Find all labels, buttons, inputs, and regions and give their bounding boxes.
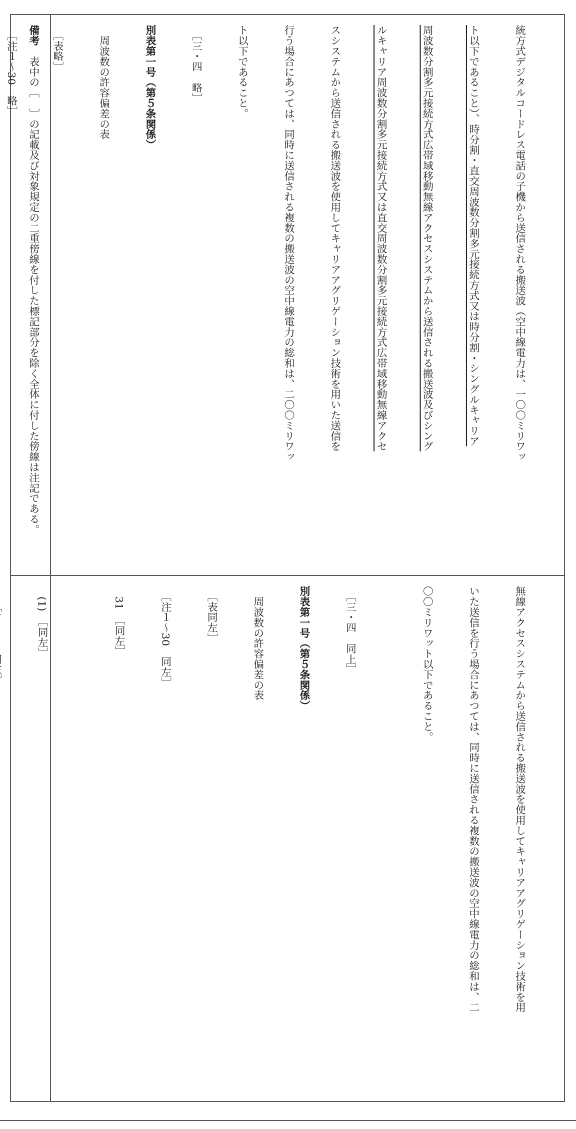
new-line: 周波数の許容偏差の表 (251, 586, 264, 701)
old-text-body (0, 15, 565, 575)
old-line: 行う場合にあつては、同時に送信される複数の搬送波の空中線電力の総和は、二〇〇ミリワッ (282, 25, 295, 462)
new-line: ［三・四 同上］ (343, 586, 356, 675)
old-line: ［三・四 略］ (189, 25, 202, 103)
old-line: スシステムから送信される搬送波を使用してキャリアアグリゲーション技術を用いた送信を (328, 25, 341, 452)
new-line: (1) ［同左］ (35, 586, 48, 658)
new-line: ［表同左］ (205, 586, 218, 644)
old-line: ［注１～30 略］ (4, 25, 17, 117)
old-line: ト以下であること。 (235, 25, 248, 119)
new-line (0, 586, 2, 1092)
remarks-body: 表中の［ ］の記載及び対象規定の二重傍線を付した標記部分を除く全体に付した傍線は注記である。 (27, 56, 39, 535)
old-line: 統方式デジタルコードレス電話の子機から送信される搬送波（空中線電力は、一〇〇ミリワッ (513, 25, 526, 462)
old-line: 別表第一号（第５条関係） (143, 25, 156, 150)
new-line: 31 ［同左］ (112, 586, 125, 657)
new-line: いた送信を行う場合にあつては、同時に送信される複数の搬送波の空中線電力の総和は、二 (466, 586, 479, 1013)
new-text-panel (35, 576, 565, 1102)
new-text-body (0, 576, 565, 1102)
old-line: 周波数の許容偏差の表 (97, 25, 110, 140)
page-bottom-rule (0, 1120, 576, 1121)
old-line: ト以下であること）、時分割・直交周波数分割多元接続方式又は時分割・シングルキャリア (466, 25, 479, 447)
document-sheet (4, 14, 565, 1102)
old-line: ［表略］ (51, 25, 63, 72)
new-line: 無線アクセスシステムから送信される搬送波を使用してキャリアアグリゲーション技術を用 (513, 586, 526, 1013)
new-line: 別表第一号（第５条関係） (297, 586, 310, 711)
new-line: ［注１～30 同左］ (158, 586, 171, 688)
old-line: 周波数分割多元接続方式広帯域移動無線アクセスシステムから送信される搬送波及びシング (420, 25, 433, 452)
remarks-label: 備考 (27, 25, 39, 46)
new-line: 〇〇ミリワット以下であること。 (420, 586, 433, 742)
old-line: ルキャリア周波数分割多元接続方式又は直交周波数分割多元接続方式広帯域移動無線アクセ (374, 25, 387, 452)
